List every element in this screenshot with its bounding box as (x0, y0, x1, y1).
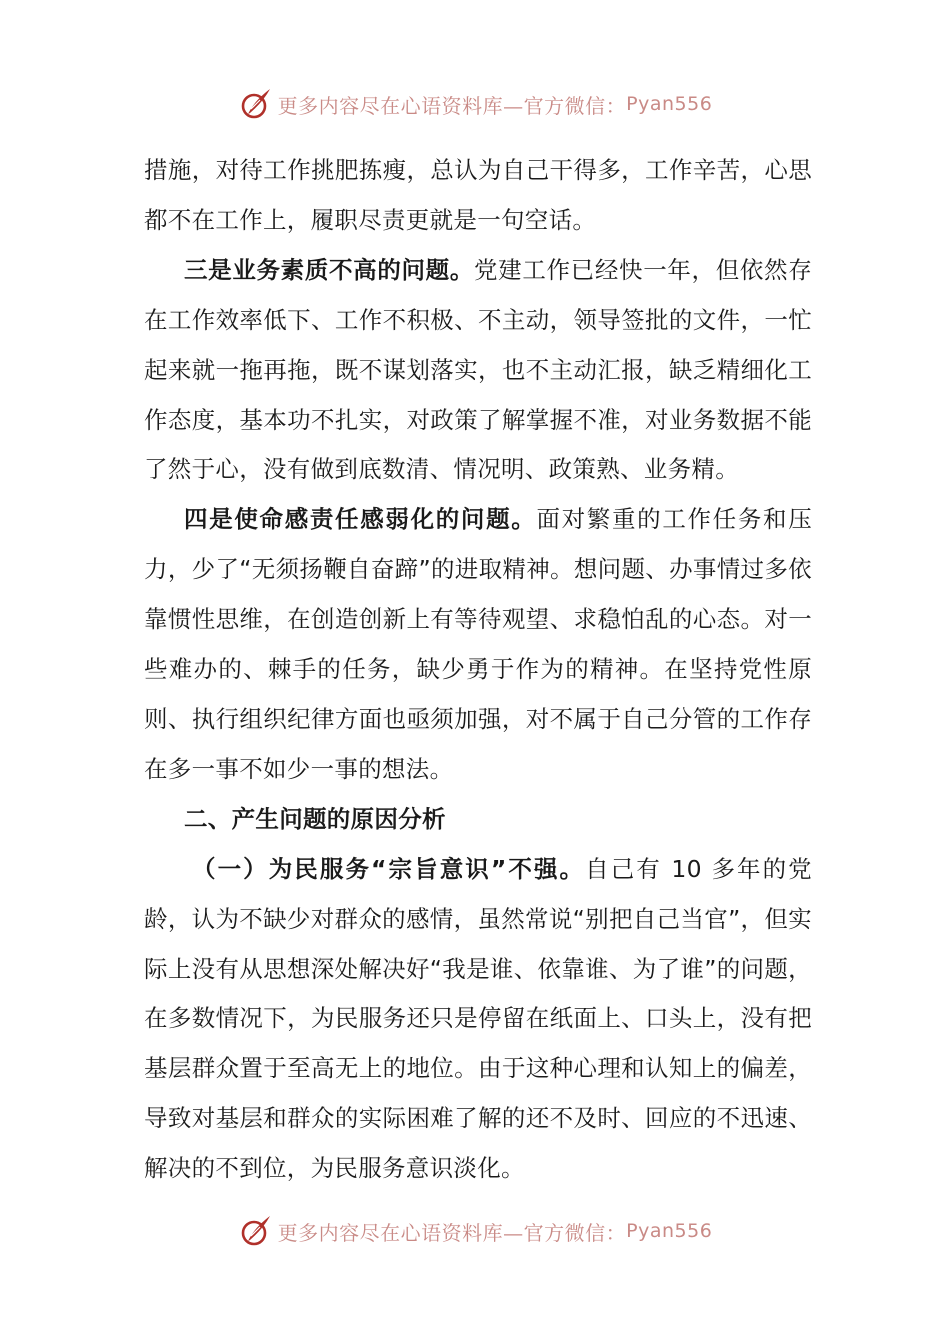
paragraph-business-quality (144, 246, 812, 496)
watermark-text: 更多内容尽在心语资料库—官方微信： (277, 1220, 627, 1245)
paragraph-text: 措施，对待工作挑肥拣瘦，总认为自己干得多，工作辛苦，心思都不在工作上，履职尽责更就是一句空话。 (144, 156, 812, 234)
watermark-wechat-id: Pyan556 (626, 93, 713, 115)
paragraph-continuation (144, 146, 812, 246)
paragraph-text: 党建工作已经快一年，但依然存在工作效率低下、工作不积极、不主动，领导签批的文件，一忙起来就一拖再拖，既不谋划落实，也不主动汇报，缺乏精细化工作态度，基本功不扎实，对政策了解掌握不准，对业务数据不能了然于心，没有做到底数清、情况明、政策熟、业务精。 (144, 255, 812, 484)
paragraph-text: 自己有 10 多年的党龄，认为不缺少对群众的感情，虽然常说“别把自己当官”，但实际上没有从思想深处解决好“我是谁、依靠谁、为了谁”的问题，在多数情况下，为民服务还只是停留在纸面上、口头上，没有把基层群众置于至高无上的地位。由于这种心理和认知上的偏差，导致对基层和群众的实际困难了解的还不及时、回应的不迅速、解决的不到位，为民服务意识淡化。 (144, 854, 812, 1183)
quill-pen-logo-icon (238, 86, 274, 122)
watermark-wechat-id: Pyan556 (626, 1220, 713, 1242)
quill-pen-logo-icon (238, 1213, 274, 1249)
paragraph-lead: （一）为民服务“宗旨意识”不强。 (192, 854, 586, 883)
paragraph-sense-of-mission (144, 495, 812, 794)
section-heading: 二、产生问题的原因分析 (184, 804, 446, 833)
paragraph-text: 面对繁重的工作任务和压力，少了“无须扬鞭自奋蹄”的进取精神。想问题、办事情过多依靠惯性思维，在创造创新上有等待观望、求稳怕乱的心态。对一些难办的、棘手的任务，缺少勇于作为的精神。在坚持党性原则、执行组织纪律方面也亟须加强，对不属于自己分管的工作存在多一事不如少一事的想法。 (144, 505, 812, 783)
watermark-header (0, 84, 950, 124)
watermark-footer (0, 1211, 950, 1251)
watermark-text: 更多内容尽在心语资料库—官方微信： (277, 93, 627, 118)
paragraph-service-awareness (144, 845, 812, 1194)
paragraph-lead: 四是使命感责任感弱化的问题。 (184, 505, 537, 534)
document-body (144, 146, 812, 1194)
paragraph-lead: 三是业务素质不高的问题。 (184, 255, 475, 284)
